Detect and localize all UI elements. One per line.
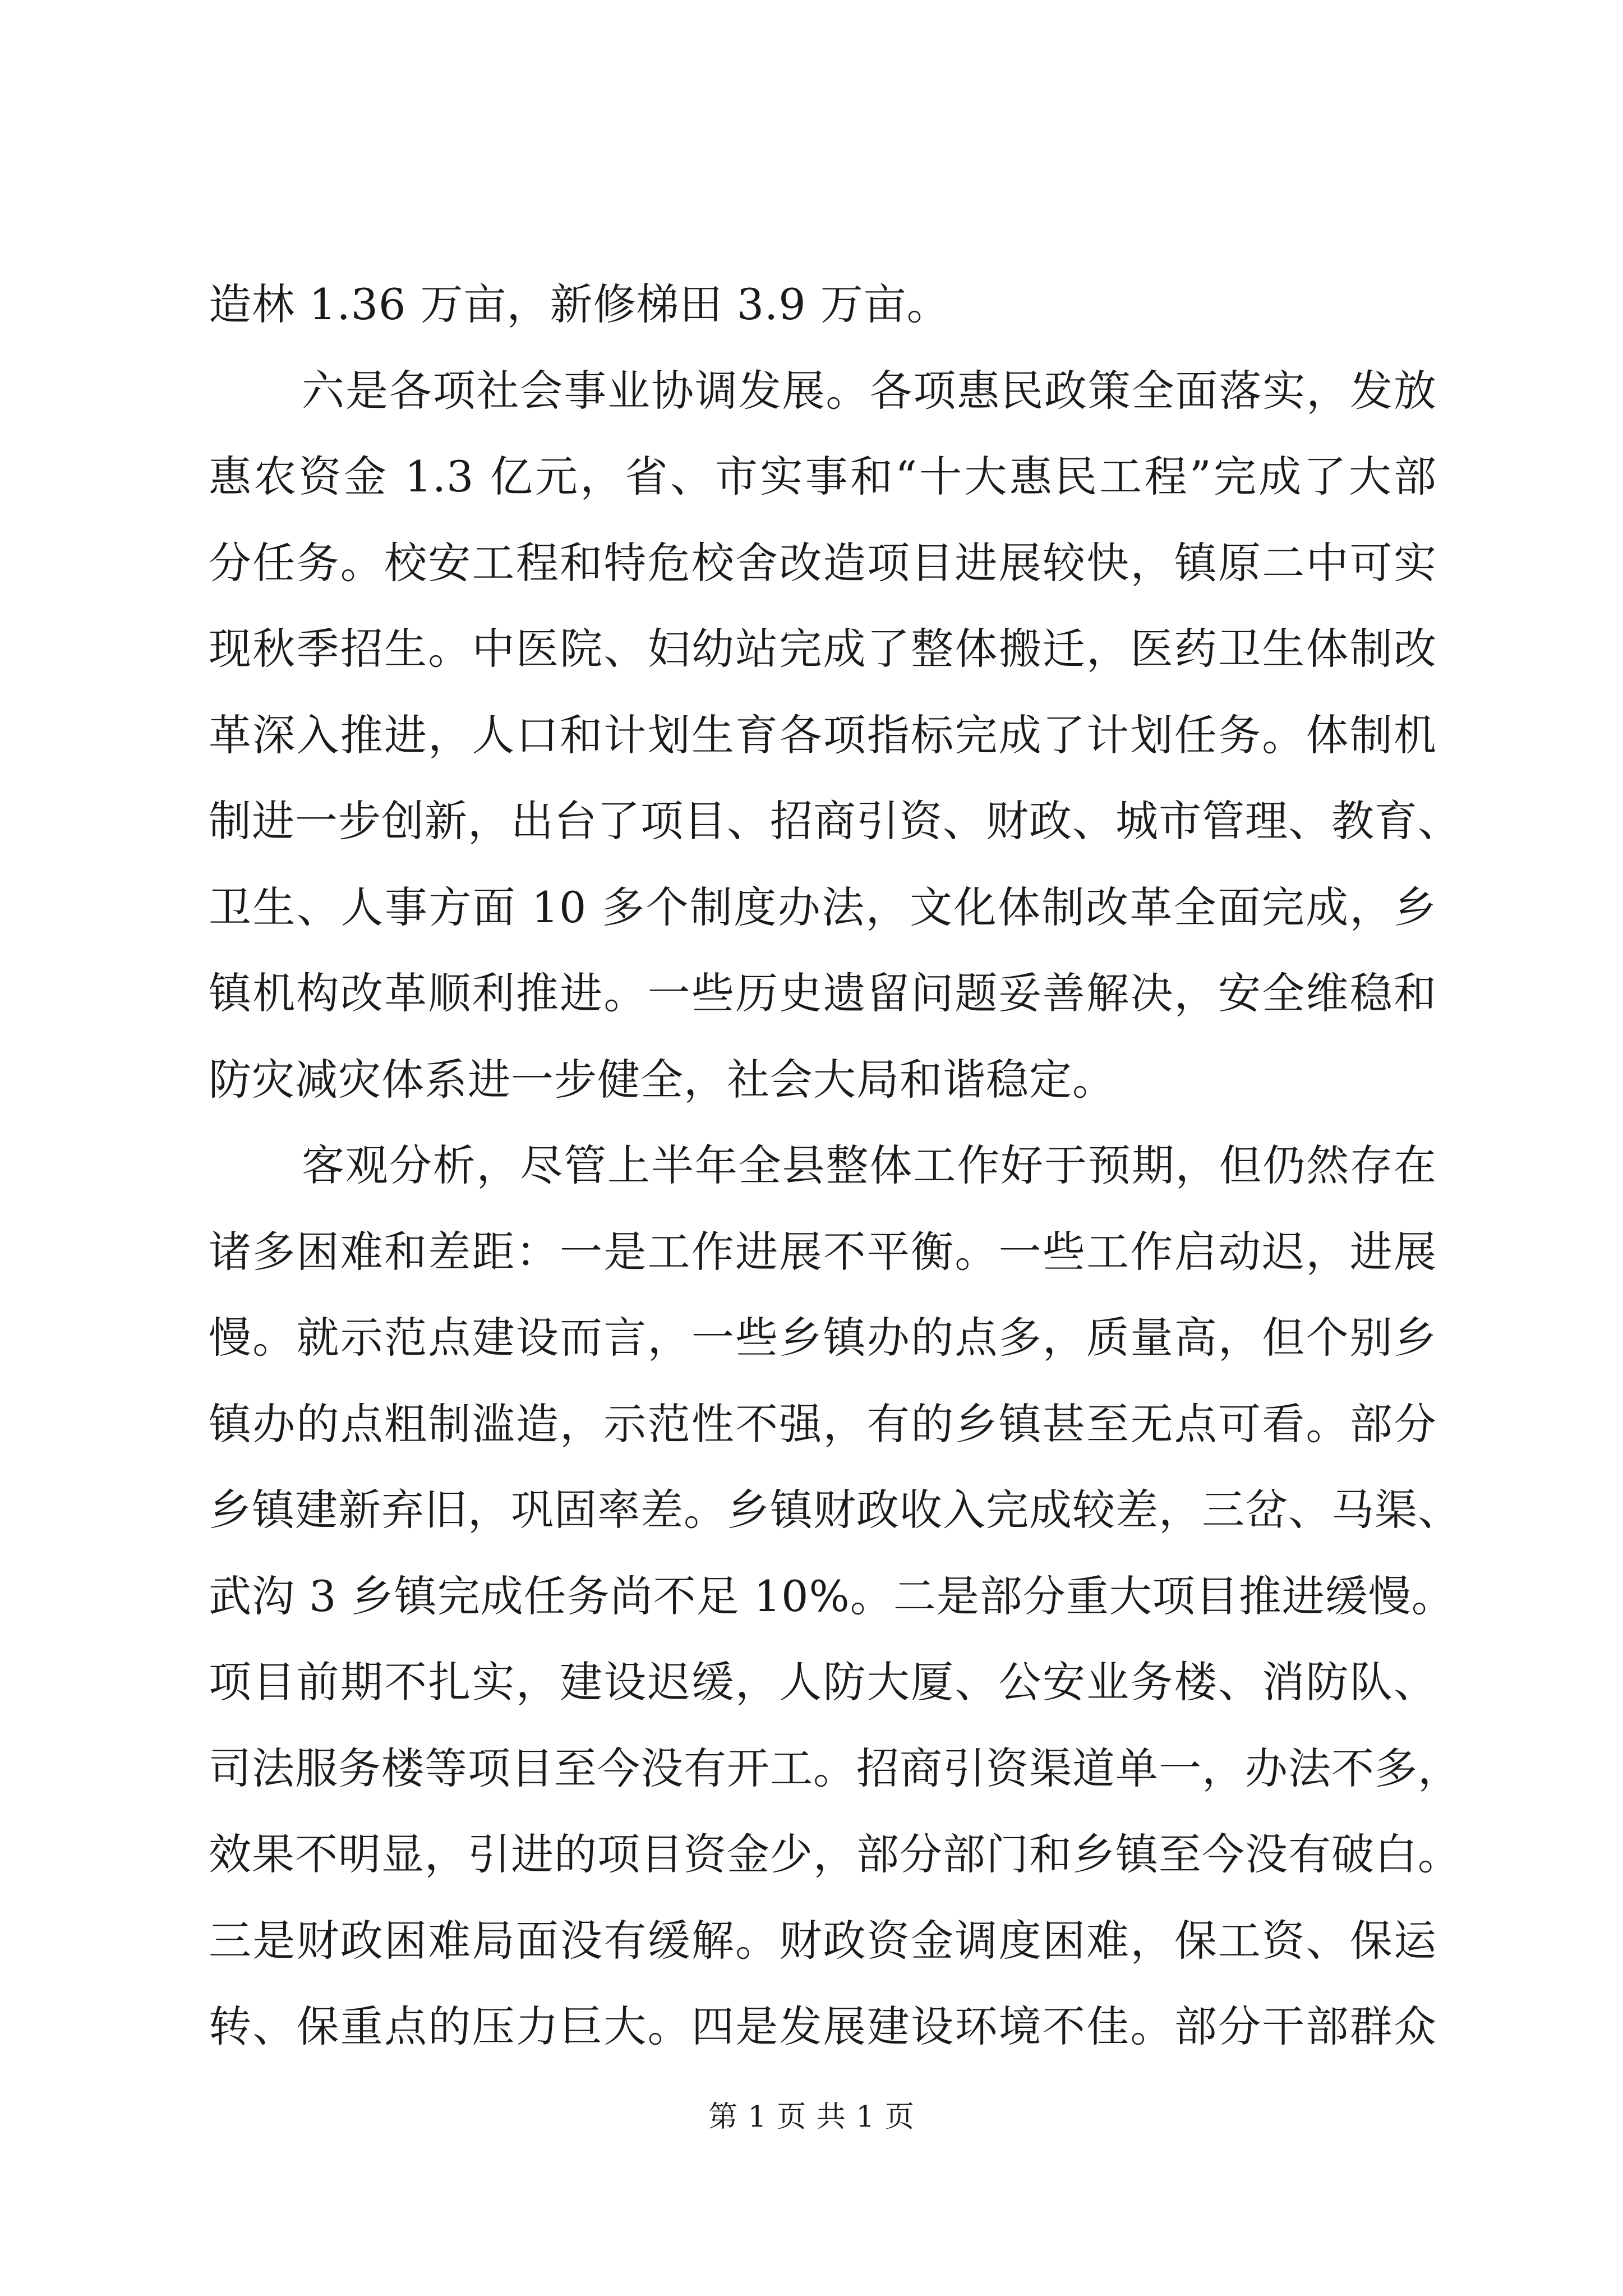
text-line: 现秋季招生。中医院、妇幼站完成了整体搬迁，医药卫生体制改 [209,624,1437,674]
text-line: 革深入推进，人口和计划生育各项指标完成了计划任务。体制机 [209,710,1437,760]
text-line: 卫生、人事方面 10 多个制度办法，文化体制改革全面完成，乡 [209,882,1437,932]
text-line: 镇办的点粗制滥造，示范性不强，有的乡镇甚至无点可看。部分 [209,1399,1437,1449]
text-line: 惠农资金 1.3 亿元，省、市实事和“十大惠民工程”完成了大部 [209,452,1437,501]
text-line: 制进一步创新，出台了项目、招商引资、财政、城市管理、教育、 [209,796,1461,846]
text-line: 三是财政困难局面没有缓解。财政资金调度困难，保工资、保运 [209,1916,1437,1966]
text-line: 效果不明显，引进的项目资金少，部分部门和乡镇至今没有破白。 [209,1829,1461,1879]
paragraph-first-line: 客观分析，尽管上半年全县整体工作好于预期，但仍然存在 [302,1140,1437,1190]
paragraph-first-line: 六是各项社会事业协调发展。各项惠民政策全面落实，发放 [302,366,1437,416]
text-line: 项目前期不扎实，建设迟缓，人防大厦、公安业务楼、消防队、 [209,1657,1437,1707]
text-line: 造林 1.36 万亩，新修梯田 3.9 万亩。 [209,279,950,329]
text-line: 镇机构改革顺利推进。一些历史遗留问题妥善解决，安全维稳和 [209,968,1437,1018]
text-line: 诸多困难和差距：一是工作进展不平衡。一些工作启动迟，进展 [209,1227,1437,1277]
text-line: 乡镇建新弃旧，巩固率差。乡镇财政收入完成较差，三岔、马渠、 [209,1485,1461,1535]
text-line: 转、保重点的压力巨大。四是发展建设环境不佳。部分干部群众 [209,2001,1437,2051]
text-line: 分任务。校安工程和特危校舍改造项目进展较快，镇原二中可实 [209,538,1437,588]
text-line: 慢。就示范点建设而言，一些乡镇办的点多，质量高，但个别乡 [209,1313,1437,1363]
text-line: 防灾减灾体系进一步健全，社会大局和谐稳定。 [209,1055,1115,1105]
text-line: 武沟 3 乡镇完成任务尚不足 10%。二是部分重大项目推进缓慢。 [209,1571,1455,1621]
page-number-footer: 第 1 页 共 1 页 [708,2100,915,2134]
text-line: 司法服务楼等项目至今没有开工。招商引资渠道单一，办法不多， [209,1743,1461,1793]
